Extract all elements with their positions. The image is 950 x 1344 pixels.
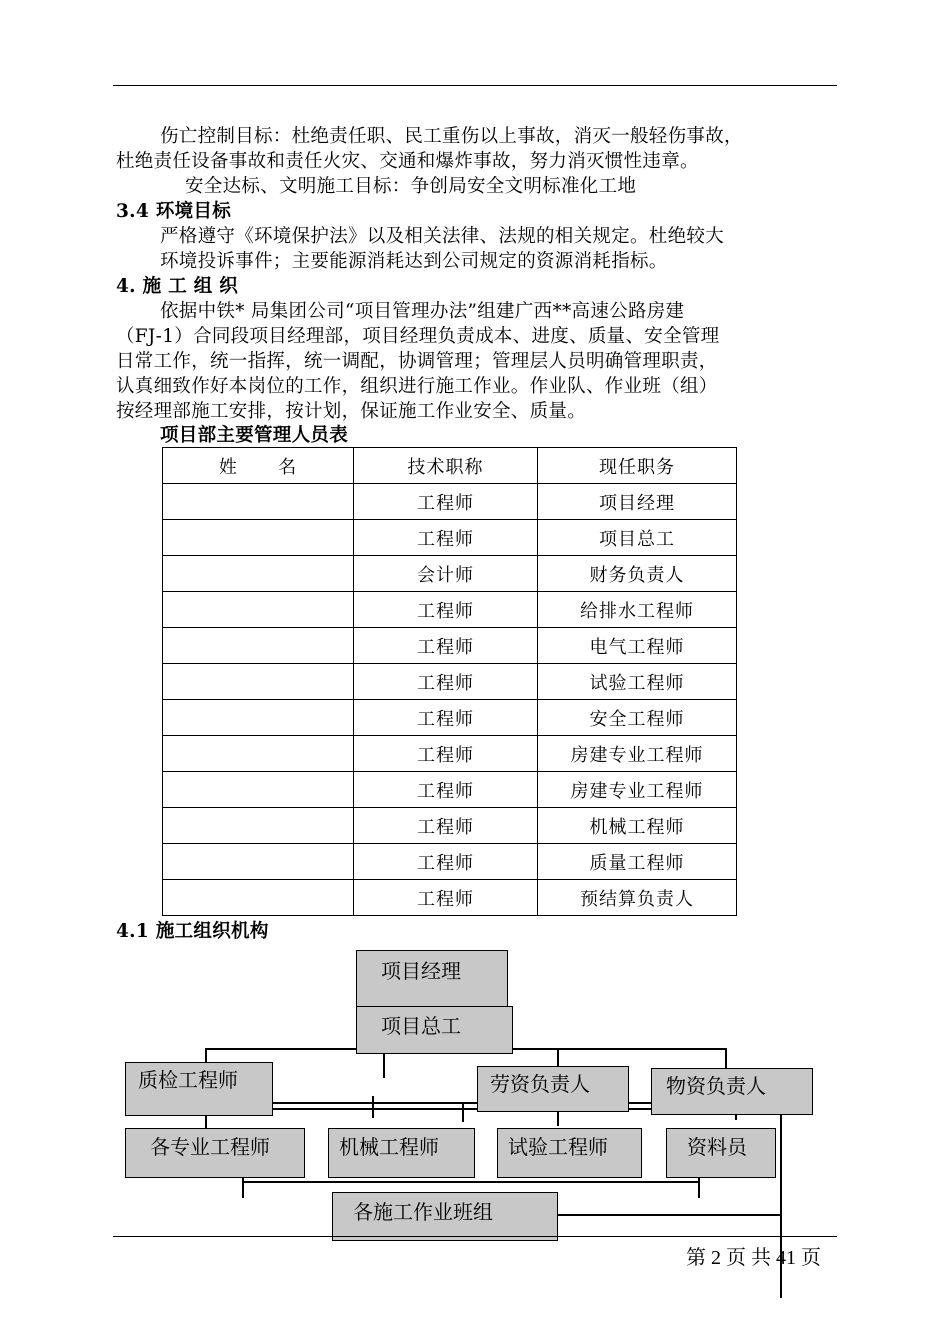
cell-title: 工程师 <box>354 484 538 520</box>
cell-position: 给排水工程师 <box>538 592 737 628</box>
cell-position: 房建专业工程师 <box>538 772 737 808</box>
header-rule <box>113 85 837 86</box>
table-row <box>163 628 737 664</box>
cell-name <box>163 484 354 520</box>
cell-title: 工程师 <box>354 772 538 808</box>
connector-line <box>383 1052 385 1078</box>
connector-line <box>780 1114 782 1298</box>
org-box-quality-inspector: 质检工程师 <box>125 1062 273 1116</box>
table-row <box>163 556 737 592</box>
connector-line <box>242 1176 244 1198</box>
paragraph-organization-line1: 依据中铁* 局集团公司“项目管理办法”组建广西**高速公路房建 <box>160 301 685 322</box>
org-box-labor-manager: 劳资负责人 <box>477 1066 629 1112</box>
table-row <box>163 880 737 916</box>
table-row <box>163 772 737 808</box>
table-row <box>163 736 737 772</box>
cell-name <box>163 808 354 844</box>
heading-environment: 3.4 环境目标 <box>116 201 232 222</box>
cell-title: 工程师 <box>354 736 538 772</box>
paragraph-organization-line4: 认真细致作好本岗位的工作，组织进行施工作业。作业队、作业班（组） <box>116 376 718 397</box>
org-box-documentation-clerk: 资料员 <box>666 1128 776 1178</box>
org-box-project-manager: 项目经理 <box>356 950 508 1008</box>
cell-position: 试验工程师 <box>538 664 737 700</box>
table-row <box>163 700 737 736</box>
org-box-test-engineer: 试验工程师 <box>497 1128 642 1178</box>
paragraph-organization-line2: （FJ-1）合同段项目经理部，项目经理负责成本、进度、质量、安全管理 <box>116 326 720 347</box>
cell-title: 工程师 <box>354 520 538 556</box>
connector-line <box>372 1096 374 1118</box>
cell-name <box>163 520 354 556</box>
heading-construction-organization: 4. 施 工 组 织 <box>116 276 239 297</box>
header-title: 技术职称 <box>354 448 538 484</box>
cell-position: 安全工程师 <box>538 700 737 736</box>
header-name: 姓 名 <box>163 448 354 484</box>
connector-line <box>698 1176 700 1198</box>
org-box-work-teams: 各施工作业班组 <box>332 1192 558 1241</box>
cell-title: 工程师 <box>354 700 538 736</box>
connector-line <box>725 1048 727 1068</box>
cell-position: 预结算负责人 <box>538 880 737 916</box>
footer-rule <box>113 1236 837 1237</box>
cell-name <box>163 628 354 664</box>
org-box-materials-manager: 物资负责人 <box>651 1068 813 1115</box>
header-position: 现任职务 <box>538 448 737 484</box>
table-row <box>163 664 737 700</box>
page-number: 第 2 页 共 41 页 <box>686 1247 821 1269</box>
cell-position: 项目总工 <box>538 520 737 556</box>
cell-name <box>163 556 354 592</box>
cell-title: 工程师 <box>354 808 538 844</box>
cell-title: 会计师 <box>354 556 538 592</box>
org-box-specialty-engineers: 各专业工程师 <box>125 1128 305 1178</box>
cell-position: 房建专业工程师 <box>538 736 737 772</box>
cell-position: 机械工程师 <box>538 808 737 844</box>
table-row <box>163 592 737 628</box>
table-row <box>163 520 737 556</box>
paragraph-organization-line5: 按经理部施工安排，按计划，保证施工作业安全、质量。 <box>116 401 587 422</box>
table-row <box>163 844 737 880</box>
paragraph-environment-line2: 环境投诉事件；主要能源消耗达到公司规定的资源消耗指标。 <box>160 251 668 272</box>
cell-name <box>163 844 354 880</box>
cell-name <box>163 736 354 772</box>
cell-title: 工程师 <box>354 592 538 628</box>
cell-position: 质量工程师 <box>538 844 737 880</box>
cell-name <box>163 700 354 736</box>
table-row <box>163 484 737 520</box>
table-row <box>163 808 737 844</box>
paragraph-safety-target: 安全达标、文明施工目标：争创局安全文明标准化工地 <box>185 176 637 197</box>
cell-name <box>163 664 354 700</box>
connector-line <box>242 1181 699 1183</box>
cell-title: 工程师 <box>354 664 538 700</box>
staff-table <box>162 447 737 916</box>
paragraph-casualty-line2: 杜绝责任设备事故和责任火灾、交通和爆炸事故，努力消灭惯性违章。 <box>116 151 699 172</box>
cell-position: 电气工程师 <box>538 628 737 664</box>
cell-title: 工程师 <box>354 628 538 664</box>
table-header-row <box>163 448 737 484</box>
connector-line <box>462 1104 464 1122</box>
cell-name <box>163 772 354 808</box>
paragraph-organization-line3: 日常工作，统一指挥，统一调配，协调管理；管理层人员明确管理职责， <box>116 351 718 372</box>
connector-line <box>557 1048 559 1068</box>
paragraph-environment-line1: 严格遵守《环境保护法》以及相关法律、法规的相关规定。杜绝较大 <box>160 226 725 247</box>
cell-position: 项目经理 <box>538 484 737 520</box>
cell-name <box>163 880 354 916</box>
cell-position: 财务负责人 <box>538 556 737 592</box>
heading-org-structure: 4.1 施工组织机构 <box>116 921 269 942</box>
org-box-mechanical-engineer: 机械工程师 <box>328 1128 475 1178</box>
cell-name <box>163 592 354 628</box>
paragraph-casualty-line1: 伤亡控制目标：杜绝责任职、民工重伤以上事故，消灭一般轻伤事故， <box>160 126 743 147</box>
table-title: 项目部主要管理人员表 <box>160 425 349 446</box>
cell-title: 工程师 <box>354 880 538 916</box>
connector-line <box>556 1214 781 1216</box>
org-box-chief-engineer: 项目总工 <box>356 1006 513 1054</box>
cell-title: 工程师 <box>354 844 538 880</box>
